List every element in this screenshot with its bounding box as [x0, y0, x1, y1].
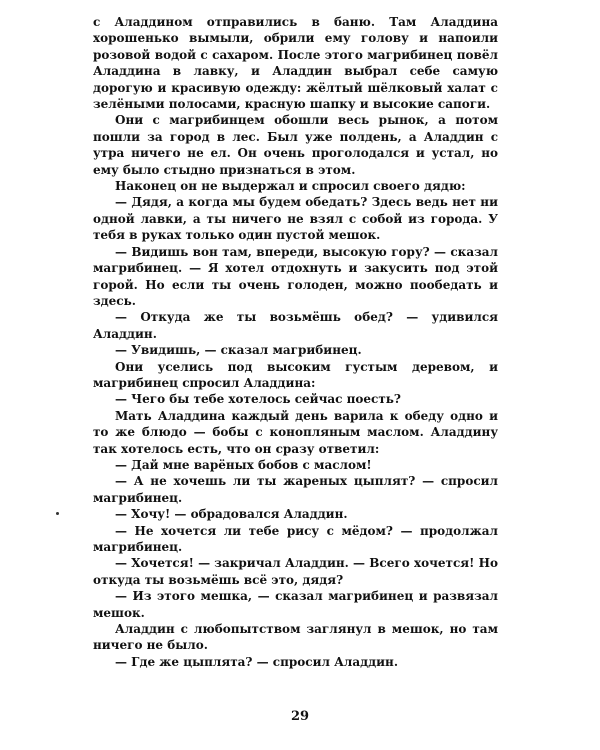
paragraph: Мать Аладдина каждый день варила к обеду одно и то же блюдо — бобы с конопляным маслом. Аладдину так хотелось есть, что он сразу ответил:: [93, 408, 498, 456]
paragraph: Они с магрибинцем обошли весь рынок, а потом пошли за город в лес. Был уже полдень, а Аладдин с утра ничего не ел. Он очень проголодался и устал, но ему было стыдно признаться в этом.: [93, 113, 498, 177]
paragraph: — Где же цыплята? — спросил Аладдин.: [115, 654, 399, 669]
paragraph: Наконец он не выдержал и спросил своего дядю:: [115, 179, 466, 194]
paragraph: с Аладдином отправились в баню. Там Аладдина хорошенько вымыли, обрили ему голову и напоили розовой водой с сахаром. После этого магрибинец повёл Аладдина в лавку, и Аладдин выбрал себе самую дорогую и красивую одежду: жёлтый шёлковый халат с зелёными полосами, красную шапку и высокие сапоги.: [93, 15, 498, 112]
paragraph: — Дай мне варёных бобов с маслом!: [115, 457, 372, 472]
paragraph: — Хочу! — обрадовался Аладдин.: [115, 507, 348, 522]
paragraph: — Из этого мешка, — сказал магрибинец и развязал мешок.: [93, 589, 498, 620]
page-text: [93, 14, 498, 670]
paragraph: — Откуда же ты возьмёшь обед? — удивился Аладдин.: [93, 310, 498, 341]
paragraph: — Не хочется ли тебе рису с мёдом? — продолжал магрибинец.: [93, 523, 498, 554]
paragraph: Аладдин с любопытством заглянул в мешок, но там ничего не было.: [93, 622, 498, 653]
paragraph: — Хочется! — закричал Аладдин. — Всего хочется! Но откуда ты возьмёшь всё это, дядя?: [93, 556, 498, 587]
paragraph: — Увидишь, — сказал магрибинец.: [115, 343, 362, 358]
paragraph: — Видишь вон там, впереди, высокую гору? — сказал магрибинец. — Я хотел отдохнуть и закусить под этой горой. Но если ты очень голоден, можно пообедать и здесь.: [93, 244, 498, 308]
paragraph: — Дядя, а когда мы будем обедать? Здесь ведь нет ни одной лавки, а ты ничего не взял с собой из города. У тебя в руках только один пустой мешок.: [93, 195, 498, 243]
page-number: 29: [290, 709, 310, 724]
paragraph: Они уселись под высоким густым деревом, и магрибинец спросил Аладдина:: [93, 359, 498, 390]
margin-mark: [56, 512, 59, 515]
paragraph: — Чего бы тебе хотелось сейчас поесть?: [115, 392, 401, 407]
paragraph: — А не хочешь ли ты жареных цыплят? — спросил магрибинец.: [93, 474, 498, 505]
